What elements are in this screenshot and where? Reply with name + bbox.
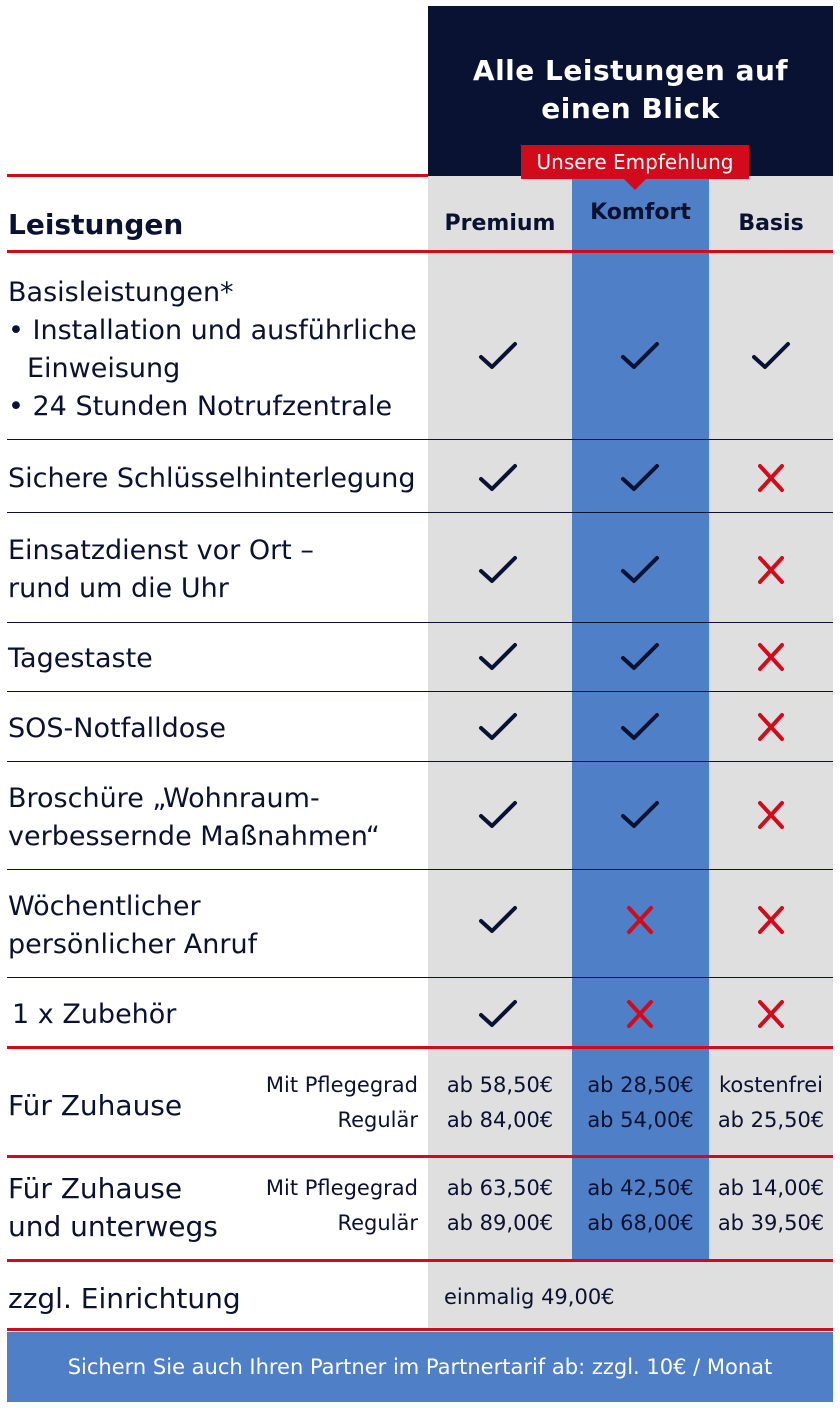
check-icon [478, 640, 518, 674]
price-value: kostenfrei [719, 1073, 823, 1097]
setup-divider [7, 1328, 833, 1331]
feature-label: Basisleistungen* [8, 277, 234, 308]
row-divider [7, 977, 833, 978]
row-divider [7, 869, 833, 870]
feature-label: Wöchentlicher [8, 891, 201, 922]
feature-row-sos: SOS-Notfalldose [8, 713, 226, 744]
price-basis-zuhause [709, 1068, 833, 1138]
cross-icon [751, 710, 791, 744]
check-icon [751, 339, 791, 373]
row-divider [7, 691, 833, 692]
top-divider [7, 174, 428, 177]
cross-icon [751, 903, 791, 937]
check-icon [478, 903, 518, 937]
cross-icon [620, 903, 660, 937]
check-icon [478, 710, 518, 744]
price-value: ab 42,50€ [587, 1176, 694, 1200]
feature-label: Broschüre „Wohnraum- [8, 783, 320, 814]
pricing-label-zuhause: Für Zuhause [8, 1089, 183, 1122]
pricing-sublabels [240, 1171, 418, 1241]
price-value: ab 58,50€ [446, 1073, 554, 1097]
row-divider [7, 439, 833, 440]
cross-icon [751, 640, 791, 674]
feature-row-basisleistungen [8, 274, 417, 426]
feature-row-broschuere [8, 780, 380, 856]
check-icon [620, 461, 660, 495]
setup-value: einmalig 49,00€ [444, 1285, 615, 1309]
feature-bullet: • Installation und ausführliche [8, 315, 417, 346]
heading-divider [7, 250, 833, 253]
price-value: ab 84,00€ [446, 1108, 554, 1132]
cross-icon [751, 553, 791, 587]
feature-label: verbessernde Maßnahmen“ [8, 821, 380, 852]
plan-premium: Premium [444, 211, 556, 236]
page-title [428, 52, 833, 128]
sublabel-regulaer: Regulär [337, 1108, 418, 1132]
feature-row-einsatzdienst [8, 532, 314, 608]
cross-icon [751, 798, 791, 832]
pricing-divider [7, 1046, 833, 1049]
plan-basis: Basis [738, 211, 804, 236]
check-icon [478, 461, 518, 495]
table-heading: Leistungen [8, 208, 184, 241]
label-line: Für Zuhause [8, 1172, 183, 1205]
partner-footer-banner: Sichern Sie auch Ihren Partner im Partnertarif ab: zzgl. 10€ / Monat [7, 1332, 833, 1402]
cross-icon [751, 997, 791, 1031]
title-line-2: einen Blick [541, 92, 720, 125]
check-icon [620, 640, 660, 674]
feature-label: rund um die Uhr [8, 573, 229, 604]
sublabel-pflegegrad: Mit Pflegegrad [265, 1176, 418, 1200]
row-divider [7, 761, 833, 762]
label-line: und unterwegs [8, 1210, 218, 1243]
recommendation-badge: Unsere Empfehlung [521, 145, 749, 179]
feature-bullet-cont: Einweisung [27, 353, 181, 384]
check-icon [620, 798, 660, 832]
price-value: ab 28,50€ [587, 1073, 694, 1097]
check-icon [620, 339, 660, 373]
cross-icon [751, 461, 791, 495]
price-komfort-unterwegs [572, 1171, 709, 1241]
row-divider [7, 622, 833, 623]
cross-icon [620, 997, 660, 1031]
pricing-divider [7, 1259, 833, 1262]
feature-row-schluessel: Sichere Schlüsselhinterlegung [8, 463, 416, 494]
check-icon [478, 339, 518, 373]
row-divider [7, 512, 833, 513]
price-basis-unterwegs [709, 1171, 833, 1241]
feature-row-zubehoer: 1 x Zubehör [12, 999, 177, 1030]
price-value: ab 39,50€ [717, 1211, 825, 1235]
badge-arrow-icon [624, 179, 646, 190]
price-premium-zuhause [428, 1068, 572, 1138]
title-line-1: Alle Leistungen auf [472, 54, 789, 87]
check-icon [478, 553, 518, 587]
price-value: ab 68,00€ [587, 1211, 694, 1235]
feature-bullet: • 24 Stunden Notrufzentrale [8, 391, 393, 422]
check-icon [478, 997, 518, 1031]
price-value: ab 63,50€ [446, 1176, 554, 1200]
pricing-label-unterwegs [8, 1170, 218, 1246]
check-icon [620, 553, 660, 587]
pricing-sublabels [240, 1068, 418, 1138]
price-value: ab 14,00€ [717, 1176, 825, 1200]
price-value: ab 25,50€ [717, 1108, 825, 1132]
sublabel-regulaer: Regulär [337, 1211, 418, 1235]
feature-row-anruf [8, 888, 257, 964]
check-icon [620, 710, 660, 744]
plan-komfort: Komfort [590, 200, 691, 225]
feature-row-tagestaste: Tagestaste [8, 643, 153, 674]
sublabel-pflegegrad: Mit Pflegegrad [265, 1073, 418, 1097]
pricing-divider [7, 1155, 833, 1158]
setup-label: zzgl. Einrichtung [8, 1282, 241, 1315]
price-komfort-zuhause [572, 1068, 709, 1138]
price-premium-unterwegs [428, 1171, 572, 1241]
price-value: ab 54,00€ [587, 1108, 694, 1132]
check-icon [478, 798, 518, 832]
feature-label: Einsatzdienst vor Ort – [8, 535, 314, 566]
price-value: ab 89,00€ [446, 1211, 554, 1235]
feature-label: persönlicher Anruf [8, 929, 258, 960]
